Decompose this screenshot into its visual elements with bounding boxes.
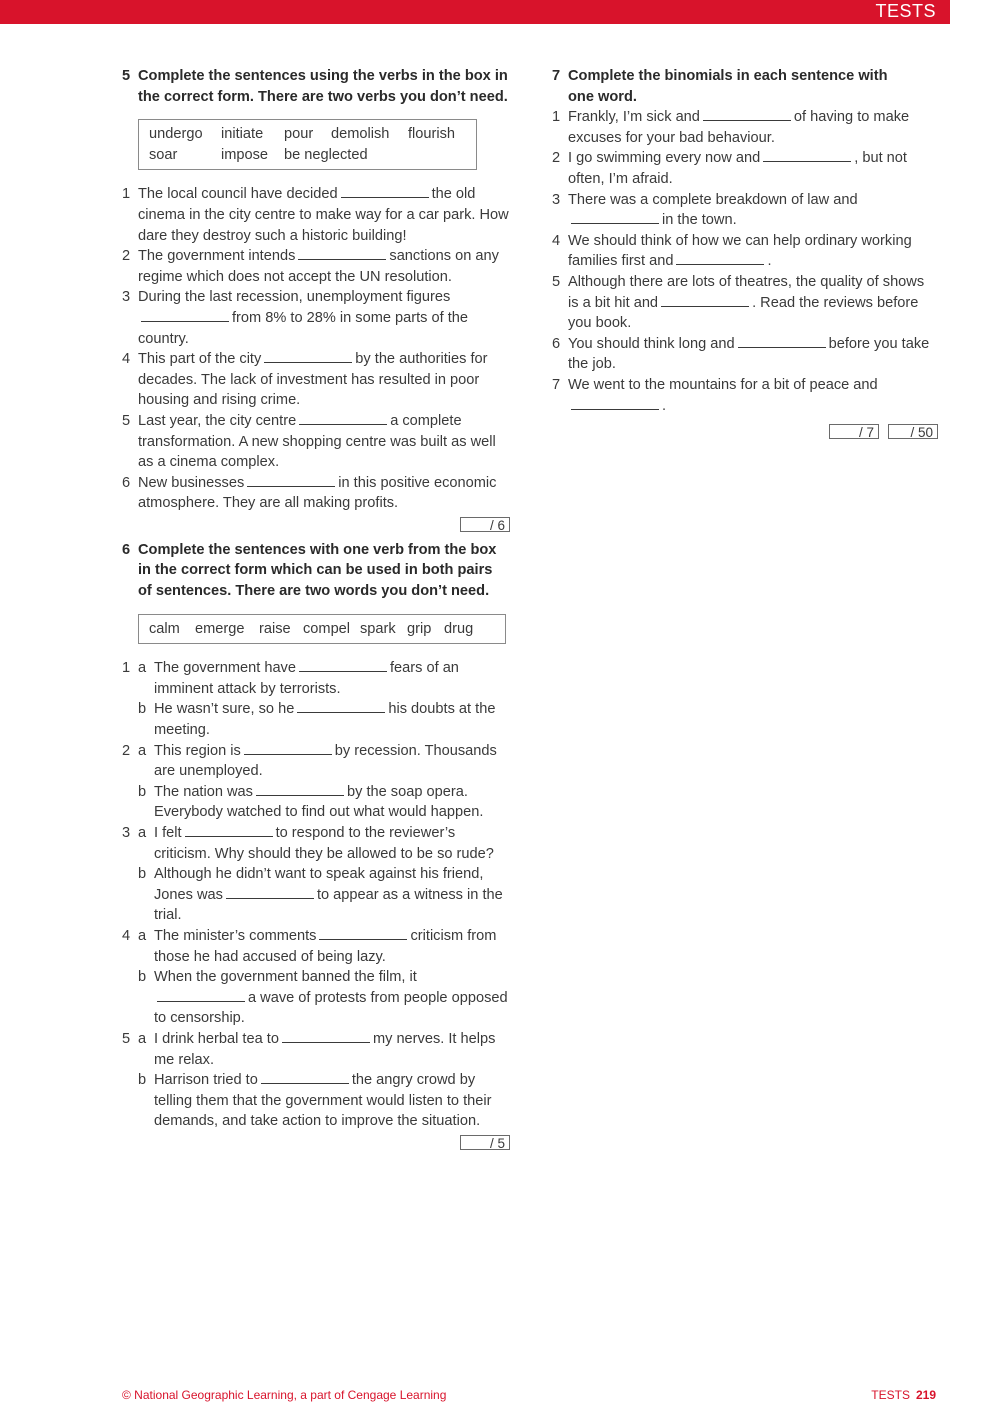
q5-item-text-after: from 8% to 28% in some parts of the country. [138, 309, 469, 347]
q6-sub-body [154, 926, 510, 967]
q7-item-text-after: in the town. [662, 212, 737, 229]
q6-sub-text-before: I drink herbal tea to [154, 1030, 279, 1047]
q5-item-number: 2 [122, 248, 131, 265]
q5-item [122, 246, 510, 287]
q6-sub-body [154, 782, 510, 823]
q6-sub-body [154, 1070, 510, 1132]
q6-item-number: 4 [122, 927, 131, 944]
q6-sub-text-before: When the government banned the film, it [154, 969, 417, 986]
q6-sub-letter: a [138, 660, 147, 677]
q5-box-word: pour [284, 126, 314, 143]
q7-score-row [552, 424, 938, 439]
q6-sub-answer-blank[interactable] [244, 741, 332, 755]
q5-item [122, 411, 510, 473]
q7-item-sentence [568, 375, 938, 416]
q5-item [122, 184, 510, 246]
q6-sub-answer-blank[interactable] [261, 1070, 349, 1084]
q6-score-row [122, 1135, 510, 1150]
q5-box-word: undergo [149, 126, 203, 143]
q6-sub-item [122, 699, 510, 740]
q7-item-sentence [568, 231, 938, 272]
q5-item-text-before: The government intends [138, 248, 296, 265]
q6-sub-text-after: a wave of protests from people opposed to censorship. [154, 989, 508, 1027]
q6-sub-item [122, 864, 510, 926]
q6-sub-text-before: Although he didn’t want to speak against his friend, Jones was [154, 866, 484, 903]
q5-item-sentence [138, 411, 510, 473]
q6-sub-answer-blank[interactable] [157, 988, 245, 1002]
q6-sub-sentence [138, 1029, 510, 1070]
q6-sub-item [122, 1070, 510, 1132]
question-6 [122, 540, 510, 1150]
q6-sub-text-after: fears of an imminent attack by terrorists. [154, 660, 459, 697]
q5-item-text-after: the old cinema in the city centre to make way for a car park. How dare they destroy such a historic building! [138, 186, 509, 244]
q7-item-text-before: You should think long and [568, 335, 735, 352]
q6-sub-answer-blank[interactable] [185, 823, 273, 837]
right-column [552, 66, 938, 447]
q7-item-text-after: . [767, 253, 772, 270]
q6-sub-letter: b [138, 866, 147, 883]
q7-item-answer-blank[interactable] [676, 251, 764, 265]
q5-item-text-before: Last year, the city centre [138, 412, 297, 429]
q6-sub-item [122, 967, 510, 1029]
q6-sub-letter: b [138, 1072, 147, 1089]
q7-item [552, 148, 938, 189]
q7-item [552, 190, 938, 231]
total-score-box[interactable]: / 50 [888, 424, 938, 439]
q6-sub-letter: b [138, 701, 147, 718]
q6-sub-answer-blank[interactable] [299, 658, 387, 672]
footer-page-info [871, 1388, 936, 1402]
q6-sub-sentence [138, 658, 510, 699]
q6-sub-text-before: The nation was [154, 783, 253, 800]
q7-item-number: 7 [552, 376, 561, 393]
q6-item-number [122, 967, 138, 1029]
q6-sub-item [122, 1029, 510, 1070]
q5-number: 5 [122, 68, 131, 84]
q6-item-number [122, 699, 138, 740]
q6-sub-sentence [138, 967, 510, 1029]
q5-item-number: 5 [122, 412, 131, 429]
q6-sub-item [122, 926, 510, 967]
q6-sub-letter: a [138, 927, 147, 944]
header-bar [0, 0, 950, 24]
q7-item-sentence [568, 334, 938, 375]
q6-items [122, 658, 510, 1132]
q5-item-sentence [138, 184, 510, 246]
q6-sub-item [122, 658, 510, 699]
q6-sub-body [154, 967, 510, 1029]
q5-score-row [122, 517, 510, 532]
q5-item-text-after: a complete transformation. A new shopping centre was built as well as a cinema complex. [138, 412, 496, 471]
q6-item-number: 3 [122, 825, 131, 841]
q5-box-word: impose [221, 146, 269, 163]
q6-sub-answer-blank[interactable] [226, 885, 314, 899]
q5-item-answer-blank[interactable] [341, 184, 429, 198]
q6-sub-sentence [138, 823, 510, 864]
q5-item-text-after: in this positive economic atmosphere. They are all making profits. [138, 474, 497, 512]
q5-heading [122, 66, 510, 107]
q6-item-number: 1 [122, 660, 131, 677]
q6-box-word: drug [444, 620, 474, 637]
q6-sub-sentence [138, 699, 510, 740]
q6-sub-body [154, 658, 510, 699]
q7-number: 7 [552, 68, 561, 84]
q7-item [552, 272, 938, 334]
q5-item-answer-blank[interactable] [264, 349, 352, 363]
q6-box-word: grip [407, 620, 432, 637]
q6-sub-answer-blank[interactable] [319, 926, 407, 940]
q6-sub-sentence [138, 864, 510, 926]
q5-item-text-after: by the authorities for decades. The lack of investment has resulted in poor housing and rising crime. [138, 351, 488, 409]
q7-score-box[interactable]: / 7 [829, 424, 879, 439]
q6-sub-text-after: by recession. Thousands are unemployed. [154, 742, 497, 780]
q5-score-box[interactable]: / 6 [460, 517, 510, 532]
q5-instruction: Complete the sentences using the verbs in the box in the correct form. There are two verbs you don’t need. [138, 68, 508, 105]
header-label: TESTS [875, 1, 936, 21]
q6-sub-letter: a [138, 825, 147, 841]
q6-box-word: emerge [195, 620, 245, 637]
q7-item-sentence [568, 107, 938, 148]
q6-box-word: calm [149, 620, 180, 637]
q7-item-text-after: of having to make excuses for your bad behaviour. [568, 109, 910, 146]
q5-item-text-before: The local council have decided [138, 186, 338, 203]
q6-sub-text-before: He wasn’t sure, so he [154, 701, 295, 718]
q5-item-text-before: This part of the city [138, 351, 262, 368]
q7-item-sentence [568, 148, 938, 189]
q5-item-sentence [138, 473, 510, 514]
q7-item-text-after: , but not often, I’m afraid. [568, 150, 907, 187]
q6-sub-body [154, 699, 510, 740]
q6-sub-item [122, 741, 510, 782]
q6-instruction: Complete the sentences with one verb from the box in the correct form which can be used in both pairs of sentences. There are two words you don’t need. [138, 541, 497, 600]
q6-item-number [122, 864, 138, 926]
q5-word-row [149, 145, 466, 166]
q5-item-number: 6 [122, 474, 131, 491]
q6-item-number [122, 1070, 138, 1132]
q6-sub-text-after: the angry crowd by telling them that the government would listen to their demands, and take action to improve the situation. [154, 1072, 492, 1130]
q6-sub-letter: b [138, 783, 147, 800]
q5-item-answer-blank[interactable] [141, 308, 229, 322]
q5-item-answer-blank[interactable] [298, 246, 386, 260]
q7-item-text-before: There was a complete breakdown of law and [568, 191, 858, 208]
q7-item-text-after: . Read the reviews before you book. [568, 294, 919, 332]
q7-item [552, 334, 938, 375]
q7-heading [552, 66, 938, 107]
q7-item-text-before: Although there are lots of theatres, the quality of shows is a bit hit and [568, 273, 925, 311]
q5-items [122, 184, 510, 514]
footer-copyright: © National Geographic Learning, a part of Cengage Learning [122, 1388, 447, 1402]
q7-items [552, 107, 938, 416]
q5-item-answer-blank[interactable] [247, 473, 335, 487]
q6-sub-sentence [138, 741, 510, 782]
footer-page-number: 219 [915, 1388, 936, 1402]
q5-item-sentence [138, 246, 510, 287]
q6-sub-text-before: The minister’s comments [154, 927, 317, 944]
q7-item-text-before: I go swimming every now and [568, 150, 761, 167]
q7-item-answer-blank[interactable] [738, 334, 826, 348]
q5-item-number: 3 [122, 289, 131, 306]
q6-word-box [138, 614, 506, 645]
q6-sub-text-before: Harrison tried to [154, 1072, 258, 1089]
q6-sub-text-before: This region is [154, 742, 241, 759]
q6-heading [122, 540, 510, 602]
q6-number: 6 [122, 541, 131, 558]
left-column [122, 66, 510, 1158]
q5-box-word: flourish [408, 126, 456, 143]
q6-sub-text-after: to appear as a witness in the trial. [154, 886, 503, 924]
q6-sub-sentence [138, 782, 510, 823]
q6-sub-text-before: The government have [154, 660, 296, 677]
q5-word-box [138, 119, 477, 170]
q6-sub-item [122, 823, 510, 864]
q6-sub-letter: a [138, 1030, 147, 1047]
q7-item-number: 6 [552, 335, 561, 352]
q6-sub-sentence [138, 926, 510, 967]
q6-score-box[interactable]: / 5 [460, 1135, 510, 1150]
q7-item-text-after: . [662, 397, 667, 414]
q7-item-answer-blank[interactable] [661, 293, 749, 307]
q7-item-number: 1 [552, 109, 561, 126]
q5-box-word: soar [149, 146, 178, 163]
q5-item-answer-blank[interactable] [299, 411, 387, 425]
footer-section: TESTS [871, 1388, 910, 1402]
q7-instruction: Complete the binomials in each sentence with one word. [568, 68, 888, 105]
q6-sub-answer-blank[interactable] [282, 1029, 370, 1043]
q5-item [122, 349, 510, 411]
q7-item-number: 2 [552, 150, 561, 167]
q6-item-number [122, 782, 138, 823]
q7-item-answer-blank[interactable] [571, 210, 659, 224]
q6-box-word: spark [360, 620, 396, 637]
q7-item-text-before: We should think of how we can help ordinary working families first and [568, 232, 912, 270]
q7-item-answer-blank[interactable] [571, 396, 659, 410]
q7-item-text-before: Frankly, I’m sick and [568, 109, 700, 126]
q6-sub-text-after: to respond to the reviewer’s criticism. Why should they be allowed to be so rude? [154, 825, 494, 862]
q6-sub-body [154, 823, 510, 864]
q7-item-answer-blank[interactable] [703, 107, 791, 121]
q6-sub-item [122, 782, 510, 823]
q6-item-number: 5 [122, 1030, 131, 1047]
q5-box-word: be neglected [284, 146, 368, 163]
q5-item [122, 287, 510, 349]
q6-sub-answer-blank[interactable] [297, 699, 385, 713]
q6-sub-text-after: criticism from those he had accused of being lazy. [154, 927, 497, 965]
q6-sub-letter: a [138, 742, 147, 759]
q7-item [552, 231, 938, 272]
q6-sub-text-after: by the soap opera. Everybody watched to find out what would happen. [154, 783, 484, 821]
q7-item [552, 107, 938, 148]
q6-box-word: raise [259, 620, 291, 637]
q6-word-row [149, 619, 495, 640]
question-5 [122, 66, 510, 532]
q6-sub-body [154, 864, 510, 926]
q5-item-text-after: sanctions on any regime which does not accept the UN resolution. [138, 248, 499, 285]
q6-sub-answer-blank[interactable] [256, 782, 344, 796]
q6-sub-body [154, 1029, 510, 1070]
q6-sub-sentence [138, 1070, 510, 1132]
q7-item-sentence [568, 190, 938, 231]
q5-item-number: 4 [122, 351, 131, 368]
question-7 [552, 66, 938, 439]
q5-item [122, 473, 510, 514]
q7-item-number: 4 [552, 232, 561, 249]
q7-item-text-after: before you take the job. [568, 335, 930, 373]
q5-word-row [149, 124, 466, 145]
q6-sub-text-after: my nerves. It helps me relax. [154, 1030, 496, 1068]
q6-sub-text-after: his doubts at the meeting. [154, 701, 496, 739]
q6-sub-text-before: I felt [154, 825, 182, 841]
q7-item-number: 3 [552, 191, 561, 208]
q7-item-number: 5 [552, 273, 561, 290]
q5-box-word: initiate [221, 126, 264, 143]
q7-item-answer-blank[interactable] [763, 148, 851, 162]
q5-item-text-before: New businesses [138, 474, 245, 491]
q7-item-sentence [568, 272, 938, 334]
q5-box-word: demolish [331, 126, 390, 143]
q7-item [552, 375, 938, 416]
q6-item-number: 2 [122, 742, 131, 759]
q5-item-text-before: During the last recession, unemployment figures [138, 289, 451, 306]
q5-item-number: 1 [122, 186, 131, 203]
q5-item-sentence [138, 287, 510, 349]
q6-sub-letter: b [138, 969, 147, 986]
q5-item-sentence [138, 349, 510, 411]
q6-sub-body [154, 741, 510, 782]
q7-item-text-before: We went to the mountains for a bit of peace and [568, 376, 878, 393]
q6-box-word: compel [303, 620, 351, 637]
